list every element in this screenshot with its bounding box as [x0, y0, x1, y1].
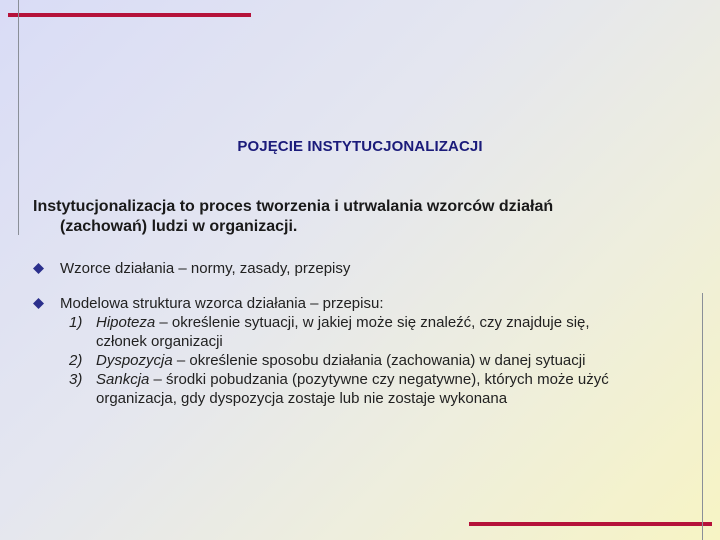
sublist-item-number: 2) [69, 352, 83, 369]
bullet-item [33, 294, 703, 313]
numbered-sublist [33, 313, 703, 408]
definition-line-2: (zachowań) ludzi w organizacji. [60, 218, 298, 235]
sublist-item-dyspozycja [33, 351, 703, 370]
decorative-top-bar [8, 13, 251, 17]
sublist-item-description: – określenie sposobu działania (zachowania) w danej sytuacji [172, 352, 586, 369]
sublist-item-term: Sankcja [96, 371, 150, 388]
bullet-text: Modelowa struktura wzorca działania – przepisu: [60, 295, 384, 312]
definition-text [33, 197, 673, 237]
slide-title: POJĘCIE INSTYTUCJONALIZACJI [237, 138, 483, 155]
sublist-item-hipoteza [33, 313, 703, 351]
bullet-text: Wzorce działania – normy, zasady, przepisy [60, 260, 351, 277]
decorative-top-vertical-line [18, 0, 19, 235]
sublist-item-continuation: członek organizacji [96, 333, 223, 350]
sublist-item-number: 1) [69, 314, 83, 331]
bullet-item [33, 259, 703, 278]
sublist-item-term: Dyspozycja [96, 352, 173, 369]
sublist-item-term: Hipoteza [96, 314, 156, 331]
definition-line-1: Instytucjonalizacja to proces tworzenia i utrwalania wzorców działań [33, 198, 554, 215]
sublist-item-description: – środki pobudzania (pozytywne czy negatywne), których może użyć [149, 371, 609, 388]
sublist-item-continuation: organizacja, gdy dyspozycja zostaje lub nie zostaje wykonana [96, 390, 508, 407]
diamond-bullet-icon [33, 298, 44, 309]
decorative-bottom-bar [469, 522, 712, 526]
sublist-item-number: 3) [69, 371, 83, 388]
sublist-item-description: – określenie sytuacji, w jakiej może się znaleźć, czy znajduje się, [155, 314, 590, 331]
sublist-item-sankcja [33, 370, 703, 408]
diamond-bullet-icon [33, 263, 44, 274]
